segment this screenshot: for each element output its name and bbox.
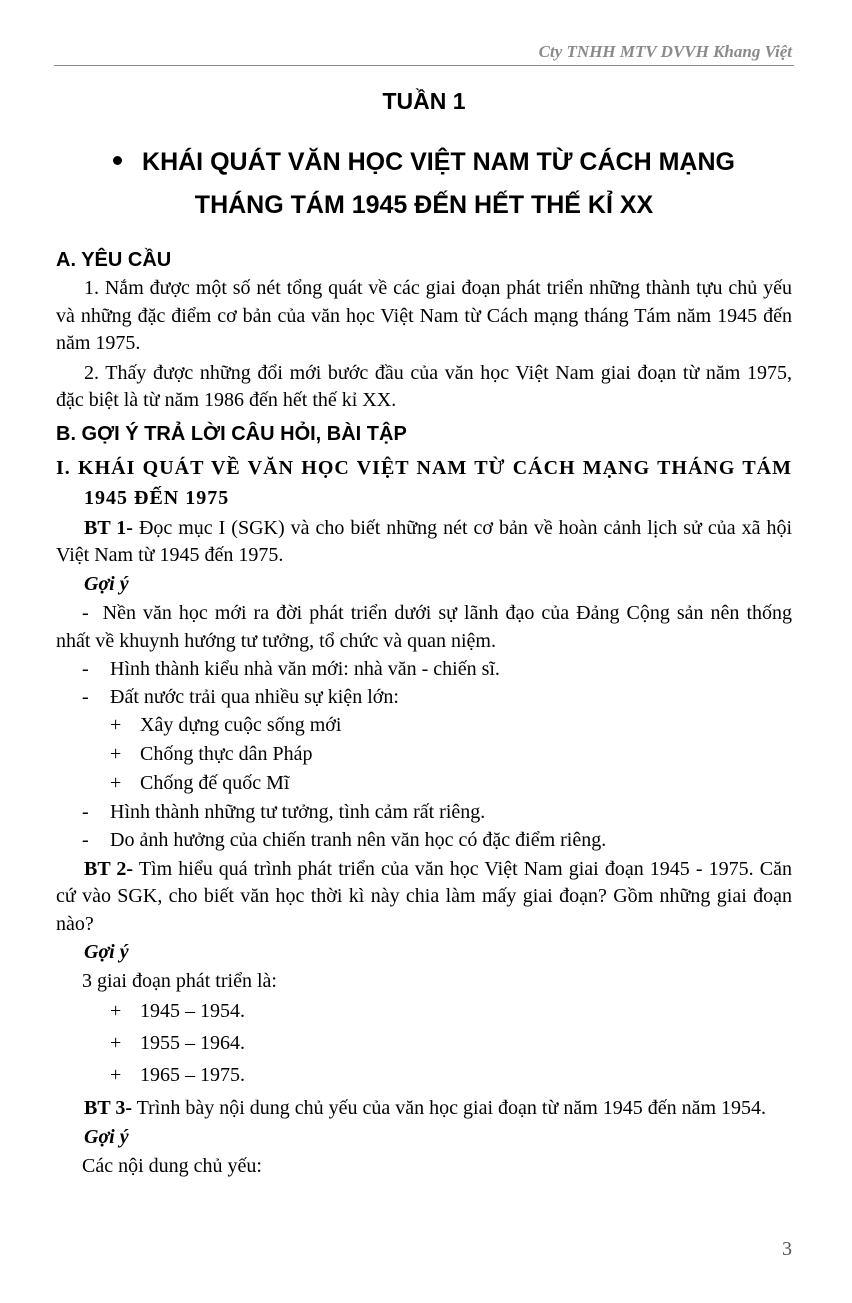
page-number: 3 (782, 1238, 792, 1260)
bullet-icon (113, 156, 122, 165)
exercise-2-stage-1-text: 1945 – 1954. (140, 1000, 245, 1022)
section-a-item-1: 1. Nắm được một số nét tổng quát về các giai đoạn phát triển những thành tựu chủ yếu và những đặc điểm cơ bản của văn học Việt Nam từ Cách mạng tháng Tám năm 1945 đến năm 1975. (56, 277, 792, 354)
exercise-3 (56, 1095, 792, 1123)
plus-marker: + (110, 771, 122, 794)
section-b-heading: B. GỢI Ý TRẢ LỜI CÂU HỎI, BÀI TẬP (56, 422, 407, 445)
dash-marker: - (82, 685, 89, 708)
exercise-1 (56, 515, 792, 570)
exercise-1-question: Đọc mục I (SGK) và cho biết những nét cơ bản về hoàn cảnh lịch sử của xã hội Việt Nam từ 1945 đến 1975. (56, 516, 792, 566)
dash-marker: - (82, 828, 89, 851)
publisher-header: Cty TNHH MTV DVVH Khang Việt (538, 42, 792, 61)
plus-marker: + (110, 1000, 122, 1022)
lesson-title (56, 141, 792, 227)
section-a-heading: A. YÊU CẦU (56, 249, 172, 271)
exercise-2-question: Tìm hiểu quá trình phát triển của văn học Việt Nam giai đoạn 1945 - 1975. Căn cứ vào SGK, cho biết văn học thời kì này chia làm mấy giai đoạn? Gồm những giai đoạn nào? (56, 857, 793, 935)
exercise-1-hint-label: Gợi ý (84, 572, 129, 595)
exercise-1-sub-1-text: Xây dựng cuộc sống mới (140, 713, 342, 736)
plus-marker: + (110, 1032, 122, 1054)
exercise-3-question: Trình bày nội dung chủ yếu của văn học giai đoạn từ năm 1945 đến năm 1954. (131, 1097, 767, 1119)
exercise-3-intro: Các nội dung chủ yếu: (82, 1154, 262, 1177)
page-content (56, 88, 792, 1180)
exercise-1-sub-3-text: Chống đế quốc Mĩ (140, 771, 290, 794)
lesson-title-text-1: KHÁI QUÁT VĂN HỌC VIỆT NAM TỪ CÁCH MẠNG (142, 148, 735, 176)
exercise-2 (56, 856, 792, 939)
part-1-heading: I. KHÁI QUÁT VỀ VĂN HỌC VIỆT NAM TỪ CÁCH MẠNG THÁNG TÁM 1945 ĐẾN 1975 (56, 456, 792, 509)
exercise-1-point-2-text: Hình thành kiểu nhà văn mới: nhà văn - chiến sĩ. (110, 657, 500, 680)
exercise-2-hint-label: Gợi ý (84, 941, 129, 963)
exercise-2-stage-3-text: 1965 – 1975. (140, 1064, 245, 1086)
week-title: TUẦN 1 (382, 88, 466, 114)
exercise-1-point-3-text: Đất nước trải qua nhiều sự kiện lớn: (110, 685, 399, 708)
dash-marker: - (82, 800, 89, 823)
exercise-1-point-4 (56, 798, 792, 826)
exercise-3-label: BT 3- (84, 1097, 132, 1119)
exercise-1-point-5 (56, 826, 792, 854)
section-a-item-2: 2. Thấy được những đổi mới bước đầu của văn học Việt Nam giai đoạn từ năm 1975, đặc biệt là từ năm 1986 đến hết thế kỉ XX. (56, 361, 792, 411)
exercise-1-sub-3 (56, 769, 792, 798)
exercise-3-hint-label: Gợi ý (84, 1125, 129, 1148)
lesson-title-line-1 (56, 141, 792, 184)
exercise-1-point-3 (56, 683, 792, 711)
exercise-1-point-4-text: Hình thành những tư tưởng, tình cảm rất riêng. (110, 800, 486, 823)
exercise-2-stage-1 (56, 995, 792, 1027)
exercise-2-stage-2 (56, 1027, 792, 1059)
exercise-1-point-1 (56, 599, 792, 655)
exercise-1-sub-1 (56, 711, 792, 740)
plus-marker: + (110, 1064, 122, 1086)
header-divider (54, 65, 794, 66)
exercise-1-point-2 (56, 655, 792, 683)
dash-marker: - (82, 657, 89, 680)
exercise-2-stage-2-text: 1955 – 1964. (140, 1032, 245, 1054)
exercise-1-point-1-text: Nền văn học mới ra đời phát triển dưới sự lãnh đạo của Đảng Cộng sản nên thống nhất về khuynh hướng tư tưởng, tổ chức và quan niệm. (56, 601, 792, 652)
plus-marker: + (110, 713, 122, 736)
exercise-2-stage-3 (56, 1059, 792, 1091)
exercise-2-intro: 3 giai đoạn phát triển là: (82, 970, 277, 992)
exercise-1-point-5-text: Do ảnh hưởng của chiến tranh nên văn học có đặc điểm riêng. (110, 828, 607, 851)
plus-marker: + (110, 742, 122, 765)
lesson-title-line-2: THÁNG TÁM 1945 ĐẾN HẾT THẾ KỈ XX (194, 191, 654, 219)
exercise-1-sub-2 (56, 740, 792, 769)
exercise-2-label: BT 2- (84, 857, 134, 880)
dash-marker: - (82, 601, 89, 624)
exercise-1-label: BT 1- (84, 516, 133, 539)
exercise-1-sub-2-text: Chống thực dân Pháp (140, 742, 313, 765)
